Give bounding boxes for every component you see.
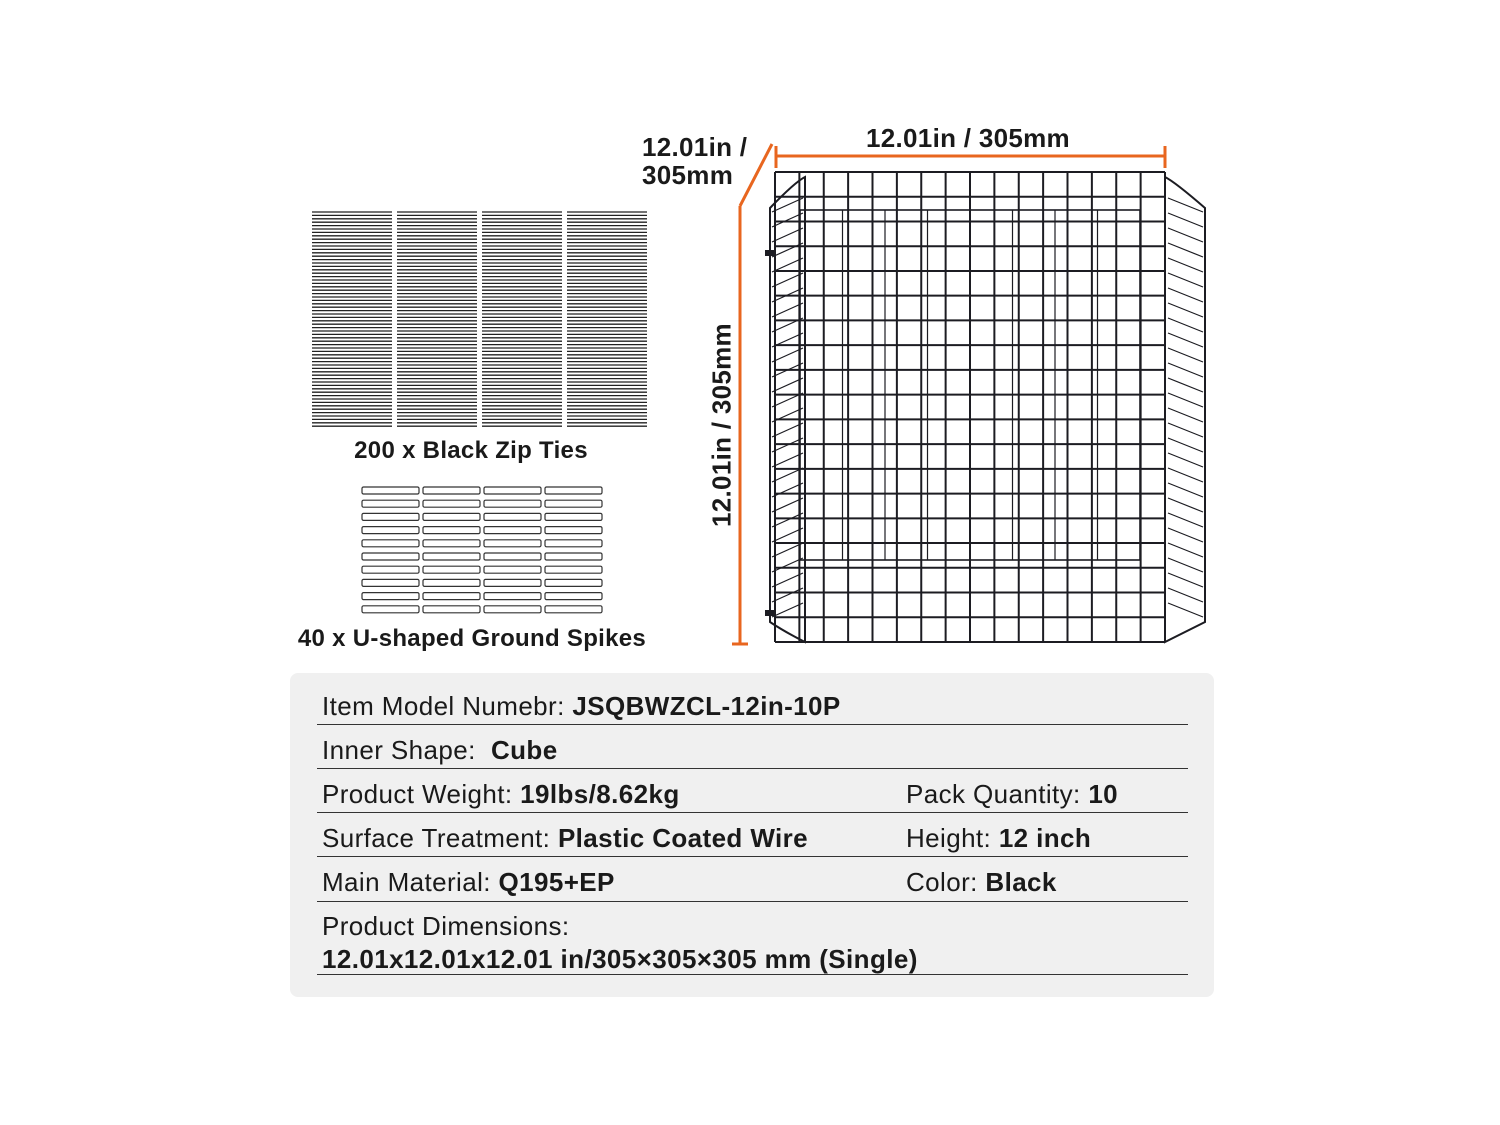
spec-key: Main Material: (322, 867, 491, 897)
ground-spike (484, 606, 541, 613)
spec-value: 12 inch (998, 823, 1092, 853)
ground-spike (362, 579, 419, 586)
cage-side-wire (772, 498, 803, 512)
spec-key: Product Weight: (322, 779, 513, 809)
cage-side-wire (1168, 513, 1203, 527)
ground-spike (545, 566, 602, 573)
ground-spike (423, 500, 480, 507)
zip-ties-illustration (312, 210, 648, 434)
cage-side-wire (1168, 483, 1203, 497)
cage-side-wire (772, 483, 803, 497)
spec-value: Black (985, 867, 1057, 897)
zip-tie-bundle (312, 212, 392, 426)
ground-spike (484, 540, 541, 547)
spec-table (290, 673, 1214, 997)
zip-ties-label: 200 x Black Zip Ties (354, 437, 588, 464)
spec-row-material-color (317, 867, 1188, 902)
ground-spike (545, 540, 602, 547)
cage-side-wire (1168, 378, 1203, 392)
spec-value: 19lbs/8.62kg (520, 779, 680, 809)
cage-side-wire (772, 273, 803, 287)
depth-dimension-label-line1: 12.01in / (642, 132, 748, 162)
cage-side-wire (772, 243, 803, 257)
cage-side-wire (772, 588, 803, 602)
cage-side-wire (1168, 303, 1203, 317)
ground-spike (545, 553, 602, 560)
ground-spike (545, 527, 602, 534)
cage-side-wire (772, 258, 803, 272)
cage-side-wire (1168, 588, 1203, 602)
ground-spike (545, 579, 602, 586)
cage-side-wire (772, 348, 803, 362)
cage-side-wire (1168, 528, 1203, 542)
zip-tie-bundle (482, 212, 562, 426)
ground-spike (423, 593, 480, 600)
spec-key: Item Model Numebr: (322, 691, 565, 721)
ground-spike (484, 566, 541, 573)
cage-side-wire (1168, 213, 1203, 227)
cage-side-wire (1168, 273, 1203, 287)
ground-spike (545, 500, 602, 507)
wire-cage-illustration (730, 140, 1210, 660)
ground-spike (423, 566, 480, 573)
cage-side-wire (1168, 543, 1203, 557)
cage-side-wire (1168, 333, 1203, 347)
cage-side-wire (1168, 453, 1203, 467)
ground-spike (484, 500, 541, 507)
cage-clip (765, 250, 774, 256)
ground-spike (423, 553, 480, 560)
ground-spikes-illustration (360, 484, 606, 620)
ground-spike (362, 606, 419, 613)
cage-side-wire (772, 573, 803, 587)
cage-side-wire (772, 543, 803, 557)
ground-spike (362, 566, 419, 573)
ground-spike (484, 527, 541, 534)
ground-spike (423, 540, 480, 547)
cage-side-wire (1168, 198, 1203, 212)
spec-row-weight-pack (317, 779, 1188, 813)
cage-side-wire (1168, 603, 1203, 617)
cage-side-wire (1168, 558, 1203, 572)
cage-side-wire (772, 303, 803, 317)
spec-value: JSQBWZCL-12in-10P (572, 691, 841, 721)
spec-key: Inner Shape: (322, 735, 476, 765)
cage-side-wire (772, 513, 803, 527)
ground-spike (362, 553, 419, 560)
cage-side-wire (1168, 573, 1203, 587)
cage-side-wire (1168, 258, 1203, 272)
ground-spike (362, 500, 419, 507)
spec-key: Color: (906, 867, 978, 897)
ground-spike (484, 593, 541, 600)
cage-side-wire (1168, 348, 1203, 362)
spec-row-surface-height (317, 823, 1188, 857)
cage-side-wire (772, 453, 803, 467)
ground-spike (484, 579, 541, 586)
spec-value: Plastic Coated Wire (557, 823, 809, 853)
ground-spike (423, 487, 480, 494)
ground-spike (484, 553, 541, 560)
width-dimension-label: 12.01in / 305mm (866, 123, 1070, 153)
spec-row-dimensions (317, 911, 1188, 975)
spec-value: 10 (1088, 779, 1119, 809)
cage-side-wire (1168, 438, 1203, 452)
spec-key: Height: (906, 823, 992, 853)
height-dimension-label: 12.01in / 305mm (706, 323, 737, 527)
cage-side-wire (772, 468, 803, 482)
ground-spike (545, 606, 602, 613)
ground-spike (484, 513, 541, 520)
zip-tie-bundle (567, 212, 647, 426)
cage-side-wire (1168, 423, 1203, 437)
spec-key: Pack Quantity: (906, 779, 1081, 809)
ground-spike (423, 513, 480, 520)
cage-side-wire (772, 228, 803, 242)
ground-spike (362, 593, 419, 600)
cage-side-wire (1168, 243, 1203, 257)
spec-row-shape (317, 735, 1188, 769)
cage-side-wire (1168, 393, 1203, 407)
ground-spike (545, 487, 602, 494)
ground-spike (545, 593, 602, 600)
ground-spike (362, 527, 419, 534)
ground-spike (362, 540, 419, 547)
ground-spikes-label: 40 x U-shaped Ground Spikes (297, 625, 647, 652)
spec-row-model (317, 691, 1188, 725)
cage-side-wire (1168, 318, 1203, 332)
ground-spike (362, 487, 419, 494)
ground-spike (423, 579, 480, 586)
cage-side-wire (1168, 228, 1203, 242)
cage-side-wire (772, 603, 803, 617)
cage-side-wire (772, 528, 803, 542)
cage-side-wire (772, 558, 803, 572)
zip-tie-bundle (397, 212, 477, 426)
cage-side-wire (772, 213, 803, 227)
ground-spike (484, 487, 541, 494)
cage-side-wire (1168, 408, 1203, 422)
cage-side-wire (1168, 498, 1203, 512)
spec-value: Q195+EP (498, 867, 615, 897)
cage-clip (765, 610, 774, 616)
ground-spike (423, 527, 480, 534)
ground-spike (362, 513, 419, 520)
spec-key: Surface Treatment: (322, 823, 551, 853)
depth-dimension-label-line2: 305mm (642, 160, 734, 190)
cage-side-wire (1168, 363, 1203, 377)
cage-grid (770, 172, 1205, 642)
cage-side-wire (1168, 288, 1203, 302)
cage-side-wire (1168, 468, 1203, 482)
spec-value: Cube (490, 735, 558, 765)
ground-spike (423, 606, 480, 613)
ground-spike (545, 513, 602, 520)
spec-value: 12.01x12.01x12.01 in/305×305×305 mm (Single) (322, 944, 918, 974)
cage-side-wire (772, 378, 803, 392)
cage-side-wire (772, 423, 803, 437)
spec-key: Product Dimensions: (322, 911, 570, 941)
